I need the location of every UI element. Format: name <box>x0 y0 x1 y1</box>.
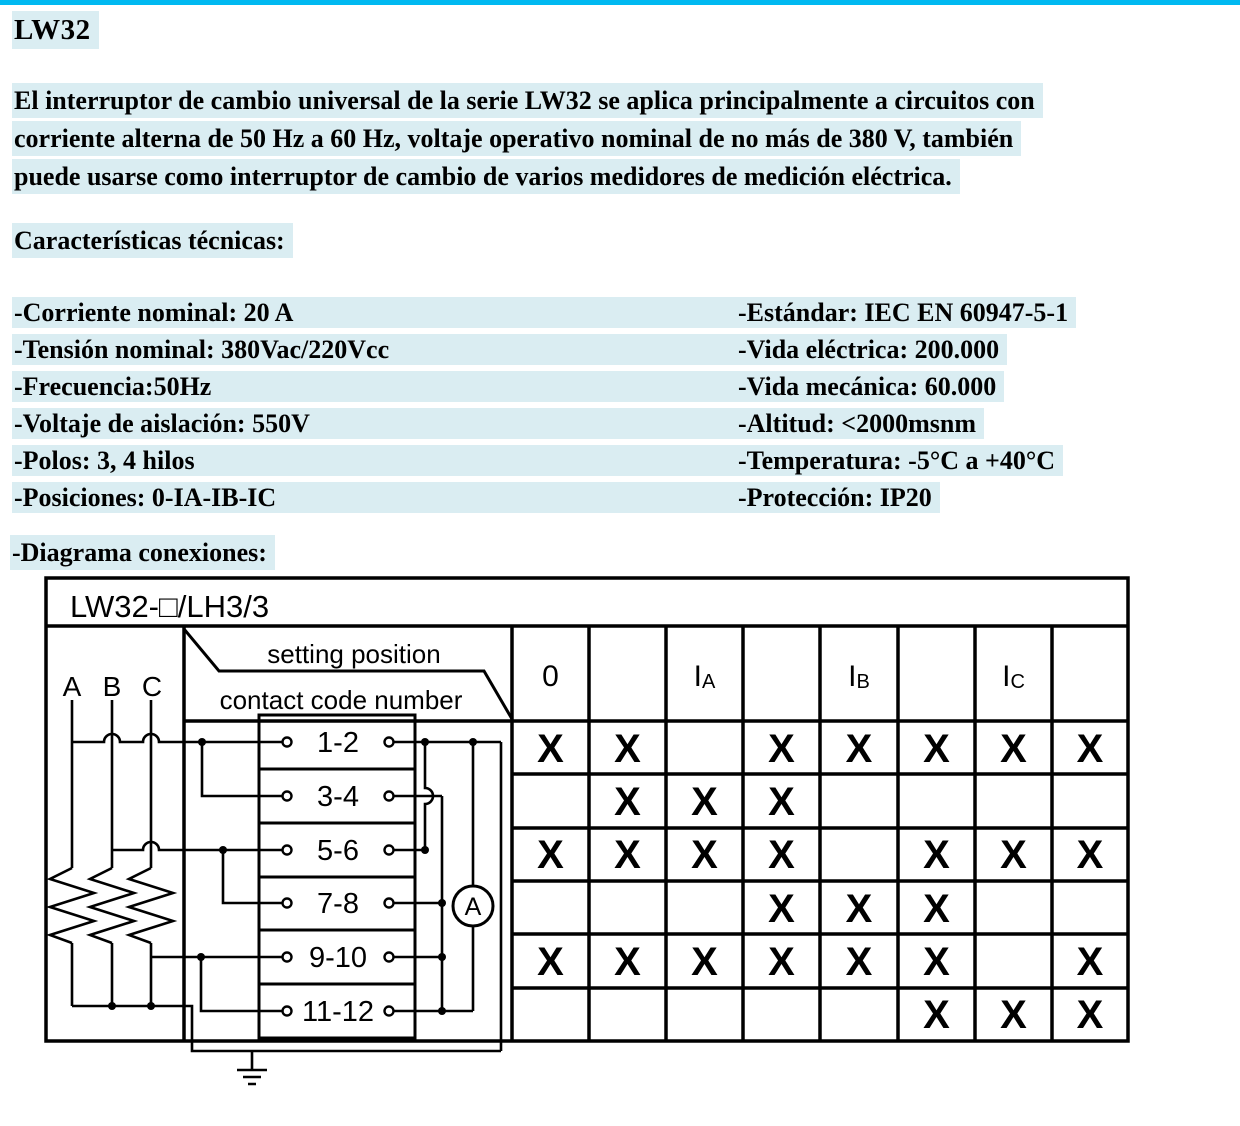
spec-row-frecuencia <box>12 368 1076 405</box>
x-mark: X <box>1076 940 1104 984</box>
spec-right-estandar: -Estándar: IEC EN 60947-5-1 <box>738 298 1069 327</box>
spec-right-vida-electrica: -Vida eléctrica: 200.000 <box>738 335 1000 364</box>
diagram-heading <box>10 538 275 568</box>
x-mark: X <box>614 940 641 984</box>
x-mark: X <box>691 833 718 877</box>
x-mark: X <box>768 833 795 877</box>
x-mark: X <box>768 940 795 984</box>
connection-diagram <box>44 576 1130 1098</box>
spec-right-temperatura: -Temperatura: -5°C a +40°C <box>738 446 1055 475</box>
intro-line-3: puede usarse como interruptor de cambio de varios medidores de medición eléctrica. <box>12 159 960 194</box>
x-mark: X <box>845 727 873 771</box>
specs-heading <box>12 226 293 256</box>
x-mark: X <box>537 833 564 877</box>
position-header: 0 <box>542 660 559 693</box>
x-mark: X <box>1076 993 1104 1037</box>
x-mark: X <box>768 727 795 771</box>
spec-row-voltaje <box>12 405 1076 442</box>
spec-left-tension: -Tensión nominal: 380Vac/220Vcc <box>14 335 390 364</box>
x-mark: X <box>1000 833 1027 877</box>
x-mark: X <box>1000 727 1027 771</box>
intro-line-2: corriente alterna de 50 Hz a 60 Hz, voltaje operativo nominal de no más de 380 V, también <box>12 121 1021 156</box>
contact-label-11-12: 11-12 <box>301 996 375 1028</box>
contact-label-7-8: 7-8 <box>317 888 359 920</box>
spec-left-voltaje: -Voltaje de aislación: 550V <box>14 409 310 438</box>
x-mark: X <box>768 780 795 824</box>
spec-row-tension <box>12 331 1076 368</box>
diagram-heading-text: -Diagrama conexiones: <box>10 535 275 570</box>
spec-row-corriente <box>12 294 1076 331</box>
x-mark: X <box>923 833 950 877</box>
x-mark: X <box>691 780 718 824</box>
specs-list <box>12 294 1076 516</box>
spec-right-proteccion: -Protección: IP20 <box>738 483 932 512</box>
x-mark: X <box>768 887 795 931</box>
model-label: LW32-□/LH3/3 <box>70 589 270 624</box>
table-grid <box>46 578 1128 1041</box>
position-header: IA <box>693 660 716 693</box>
intro-line-1: El interruptor de cambio universal de la serie LW32 se aplica principalmente a circuitos con <box>12 83 1043 118</box>
contact-label-9-10: 9-10 <box>308 942 368 974</box>
position-header: IC <box>1002 660 1025 693</box>
x-mark: X <box>923 993 950 1037</box>
contact-box <box>259 715 415 1038</box>
contact-label-1-2: 1-2 <box>317 727 359 759</box>
spec-left-posiciones: -Posiciones: 0-IA-IB-IC <box>14 483 277 512</box>
page-title <box>12 14 99 47</box>
x-mark: X <box>923 727 950 771</box>
intro-paragraph <box>12 82 1043 196</box>
selector-header-top: setting position <box>267 639 441 669</box>
spec-row-posiciones <box>12 479 1076 516</box>
x-mark: X <box>537 940 564 984</box>
spec-left-polos: -Polos: 3, 4 hilos <box>14 446 195 475</box>
x-mark: X <box>614 780 641 824</box>
x-mark: X <box>923 887 950 931</box>
tap-phase-a <box>72 734 287 742</box>
phase-labels <box>63 671 162 702</box>
x-mark: X <box>691 940 718 984</box>
ammeter-label: A <box>464 893 482 921</box>
top-accent-bar <box>0 0 1240 5</box>
x-mark: X <box>614 727 641 771</box>
circuit-wires <box>50 700 501 1084</box>
contact-label-3-4: 3-4 <box>317 781 359 813</box>
position-header: IB <box>848 660 870 693</box>
phase-label-b: B <box>102 671 122 702</box>
page-title-text: LW32 <box>12 11 99 49</box>
ground-symbol <box>237 1051 267 1084</box>
spec-right-altitud: -Altitud: <2000msnm <box>738 409 976 438</box>
x-mark: X <box>1076 727 1104 771</box>
position-headers <box>542 660 1025 693</box>
phase-label-a: A <box>62 671 82 702</box>
spec-row-polos <box>12 442 1076 479</box>
selector-header-bottom: contact code number <box>219 685 463 715</box>
spec-left-corriente: -Corriente nominal: 20 A <box>14 298 294 327</box>
x-mark: X <box>1076 833 1104 877</box>
x-mark: X <box>923 940 950 984</box>
x-mark: X <box>614 833 641 877</box>
spec-left-frecuencia: -Frecuencia:50Hz <box>14 372 212 401</box>
tap-phase-b <box>112 842 287 850</box>
x-mark: X <box>1000 993 1027 1037</box>
contact-label-5-6: 5-6 <box>317 835 359 867</box>
x-mark: X <box>845 940 873 984</box>
spec-right-vida-mecanica: -Vida mecánica: 60.000 <box>738 372 997 401</box>
ammeter <box>453 886 493 926</box>
phase-label-c: C <box>141 671 163 702</box>
x-mark: X <box>845 887 873 931</box>
specs-heading-text: Características técnicas: <box>12 223 293 258</box>
ct-zigzag-c <box>129 868 173 943</box>
x-mark: X <box>537 727 564 771</box>
